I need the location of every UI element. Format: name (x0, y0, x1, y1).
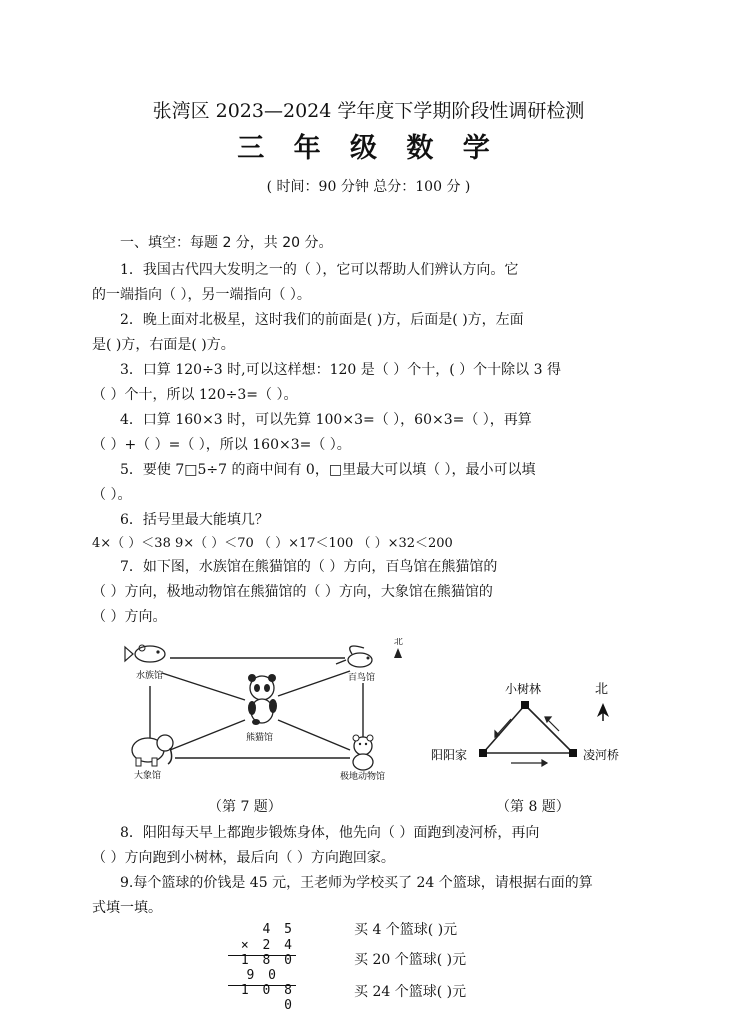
question-7-line-3: （ ）方向。 (92, 609, 167, 625)
question-7-line-1: 7．如下图，水族馆在熊猫馆的（ ）方向，百鸟馆在熊猫馆的 (120, 559, 498, 575)
figure-8-route-map (425, 675, 665, 785)
calc-partial-2: 9 0 (246, 968, 279, 983)
bird-icon (336, 646, 372, 667)
north-arrow-icon (597, 703, 609, 721)
subject-title: 三 年 级 数 学 (237, 133, 500, 164)
figure-7-zoo-map (120, 638, 410, 788)
question-4-line-2: （ ）+（ ）=（ ），所以 160×3=（ ）。 (92, 437, 351, 453)
elephant-icon (132, 735, 173, 766)
calc-multiplicand: 4 5 (262, 922, 295, 937)
calc-product: 1 0 8 0 (240, 983, 295, 1013)
question-8-line-2: （ ）方向跑到小树林，最后向（ ）方向跑回家。 (92, 850, 395, 866)
question-1-line-2: 的一端指向（ ），另一端指向（ ）。 (92, 287, 311, 303)
question-5-line-1: 5．要使 7□5÷7 的商中间有 0，□里最大可以填（ ），最小可以填 (120, 462, 536, 478)
answer-20-balls: 买 20 个篮球( )元 (354, 952, 467, 968)
north-arrow-icon (394, 648, 402, 658)
polar-bear-icon (353, 735, 373, 770)
question-7-line-2: （ ）方向，极地动物馆在熊猫馆的（ ）方向，大象馆在熊猫馆的 (92, 584, 493, 600)
question-2-line-1: 2．晚上面对北极星，这时我们的前面是( )方，后面是( )方，左面 (120, 312, 524, 328)
bridge-label: 凌河桥 (583, 748, 620, 762)
grove-label: 小树林 (505, 682, 542, 696)
north-label: 北 (394, 638, 404, 647)
exam-title: 张湾区 2023—2024 学年度下学期阶段性调研检测 (152, 100, 585, 122)
panda-hall-label: 熊猫馆 (246, 733, 274, 743)
question-1-line-1: 1．我国古代四大发明之一的（ ），它可以帮助人们辨认方向。它 (120, 262, 519, 278)
question-8-line-1: 8．阳阳每天早上都跑步锻炼身体，他先向（ ）面跑到凌河桥，再向 (120, 825, 540, 841)
section-heading: 一、填空：每题 2 分，共 20 分。 (120, 235, 333, 251)
question-3-line-2: （ ）个十，所以 120÷3=（ ）。 (92, 387, 298, 403)
question-2-line-2: 是( )方，右面是( )方。 (92, 337, 235, 353)
question-6-line-2: 4×（ ）＜38 9×（ ）＜70 （ ）×17＜100 （ ）×32＜200 (92, 536, 453, 551)
calc-multiplier: × 2 4 (240, 938, 295, 953)
polar-hall-label: 极地动物馆 (340, 772, 386, 782)
answer-24-balls: 买 24 个篮球( )元 (354, 984, 467, 1000)
question-9-line-2: 式填一填。 (92, 900, 162, 916)
question-5-line-2: （ ）。 (92, 487, 132, 503)
question-3-line-1: 3．口算 120÷3 时,可以这样想：120 是（ ）个十，( ）个十除以 3 得 (120, 362, 561, 378)
question-6-line-1: 6．括号里最大能填几？ (120, 512, 269, 528)
elephant-hall-label: 大象馆 (134, 771, 162, 781)
north-label: 北 (595, 682, 609, 697)
figure-7-caption: （第 7 题） (208, 799, 282, 815)
exam-info: ( 时间：90 分钟 总分：100 分 ) (266, 179, 471, 195)
panda-icon (248, 674, 277, 725)
answer-4-balls: 买 4 个篮球( )元 (354, 922, 458, 938)
question-4-line-1: 4．口算 160×3 时，可以先算 100×3=（ ），60×3=（ ），再算 (120, 412, 532, 428)
home-label: 阳阳家 (431, 748, 468, 762)
fish-icon (125, 645, 165, 662)
calc-partial-1: 1 8 0 (240, 953, 295, 968)
aquarium-label: 水族馆 (136, 671, 164, 681)
bird-hall-label: 百鸟馆 (348, 673, 376, 683)
figure-8-caption: （第 8 题） (496, 799, 570, 815)
question-9-line-1: 9.每个篮球的价钱是 45 元，王老师为学校买了 24 个篮球，请根据右面的算 (120, 875, 593, 891)
